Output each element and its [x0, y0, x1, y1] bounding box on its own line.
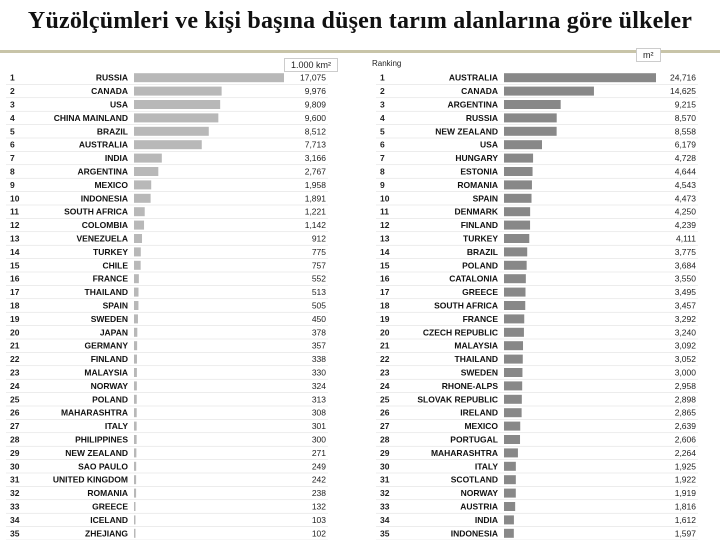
value-label: 9,976: [304, 86, 326, 97]
rank-label: 16: [10, 273, 20, 284]
rank-label: 15: [10, 260, 20, 271]
rank-label: 15: [380, 260, 390, 271]
category-label: PHILIPPINES: [75, 434, 128, 445]
value-label: 3,240: [674, 327, 696, 338]
value-label: 552: [311, 273, 326, 284]
rank-label: 8: [380, 166, 385, 177]
rank-label: 25: [380, 394, 390, 405]
rank-label: 35: [10, 528, 20, 539]
value-label: 242: [311, 474, 326, 485]
value-label: 450: [311, 313, 326, 324]
rank-label: 27: [10, 421, 20, 432]
rank-label: 20: [10, 327, 20, 338]
category-label: IRELAND: [460, 407, 498, 418]
value-label: 4,543: [674, 179, 696, 190]
category-label: FINLAND: [90, 354, 128, 365]
value-label: 8,558: [674, 126, 696, 137]
value-label: 1,919: [674, 488, 696, 499]
category-label: ZHEJIANG: [85, 528, 128, 539]
rank-label: 24: [10, 380, 20, 391]
category-label: CZECH REPUBLIC: [422, 327, 498, 338]
rank-label: 30: [380, 461, 390, 472]
bar: [504, 328, 524, 337]
rank-label: 11: [10, 206, 19, 217]
rank-label: 13: [380, 233, 390, 244]
rank-label: 10: [10, 193, 20, 204]
bar: [504, 341, 523, 350]
bar: [134, 489, 136, 498]
category-label: PORTUGAL: [450, 434, 498, 445]
rank-label: 21: [10, 340, 20, 351]
category-label: ITALY: [474, 461, 498, 472]
rank-label: 1: [10, 72, 15, 83]
title-divider: [0, 50, 720, 53]
bar: [504, 355, 523, 364]
category-label: SPAIN: [102, 300, 128, 311]
category-label: AUSTRALIA: [78, 139, 128, 150]
bar: [504, 167, 533, 176]
category-label: HUNGARY: [455, 153, 498, 164]
value-label: 103: [311, 514, 326, 525]
rank-label: 3: [10, 99, 15, 110]
category-label: ESTONIA: [460, 166, 498, 177]
value-label: 1,597: [674, 528, 696, 539]
category-label: CANADA: [461, 86, 498, 97]
bar: [134, 113, 218, 122]
value-label: 249: [311, 461, 326, 472]
bar: [134, 167, 158, 176]
rank-label: 32: [10, 488, 20, 499]
bar: [504, 194, 532, 203]
rank-label: 23: [10, 367, 20, 378]
value-label: 3,092: [674, 340, 696, 351]
category-label: MEXICO: [94, 179, 128, 190]
rank-label: 12: [10, 220, 20, 231]
rank-label: 9: [10, 179, 15, 190]
bar: [504, 87, 594, 96]
rank-label: 18: [10, 300, 20, 311]
area-ranking-panel: [0, 56, 346, 540]
bar: [134, 87, 222, 96]
value-label: 1,925: [674, 461, 696, 472]
value-label: 9,809: [304, 99, 326, 110]
bar: [504, 395, 522, 404]
rank-label: 21: [380, 340, 390, 351]
category-label: AUSTRALIA: [448, 72, 498, 83]
bar: [504, 180, 532, 189]
rank-label: 12: [380, 220, 390, 231]
value-label: 1,816: [674, 501, 696, 512]
value-label: 6,179: [674, 139, 696, 150]
bar: [134, 288, 139, 297]
value-label: 775: [311, 246, 326, 257]
rank-label: 6: [380, 139, 385, 150]
value-label: 3,166: [304, 153, 326, 164]
rank-label: 29: [10, 447, 20, 458]
bar: [134, 328, 137, 337]
bar: [134, 502, 136, 511]
value-label: 2,639: [674, 421, 696, 432]
bar: [504, 261, 527, 270]
bar: [134, 341, 137, 350]
bar: [504, 435, 520, 444]
category-label: GERMANY: [84, 340, 128, 351]
title-bar: [0, 0, 720, 54]
value-label: 4,644: [674, 166, 696, 177]
value-label: 3,550: [674, 273, 696, 284]
rank-label: 3: [380, 99, 385, 110]
value-label: 300: [311, 434, 326, 445]
category-label: RUSSIA: [95, 72, 128, 83]
category-label: ARGENTINA: [77, 166, 128, 177]
bar: [504, 140, 542, 149]
rank-label: 7: [380, 153, 385, 164]
bar: [504, 73, 656, 82]
bar: [134, 207, 145, 216]
value-label: 17,075: [300, 72, 326, 83]
bar: [134, 515, 136, 524]
bar: [134, 529, 136, 538]
value-label: 4,473: [674, 193, 696, 204]
category-label: INDONESIA: [450, 528, 498, 539]
category-label: USA: [110, 99, 128, 110]
bar: [504, 368, 522, 377]
category-label: USA: [480, 139, 498, 150]
category-label: INDIA: [474, 514, 498, 525]
category-label: ITALY: [104, 421, 128, 432]
value-label: 8,570: [674, 112, 696, 123]
ranking-header: Ranking: [372, 59, 402, 68]
category-label: POLAND: [92, 394, 128, 405]
category-label: NORWAY: [90, 380, 128, 391]
rank-label: 34: [380, 514, 390, 525]
bar: [504, 314, 524, 323]
bar: [504, 274, 526, 283]
value-label: 338: [311, 354, 326, 365]
category-label: GREECE: [92, 501, 128, 512]
rank-label: 22: [10, 354, 20, 365]
category-label: FRANCE: [92, 273, 128, 284]
rank-label: 31: [380, 474, 390, 485]
rank-label: 8: [10, 166, 15, 177]
category-label: COLOMBIA: [81, 220, 128, 231]
value-label: 9,215: [674, 99, 696, 110]
bar: [504, 515, 514, 524]
category-label: VENEZUELA: [76, 233, 128, 244]
value-label: 3,457: [674, 300, 696, 311]
category-label: SPAIN: [472, 193, 498, 204]
value-label: 1,612: [674, 514, 696, 525]
category-label: BRAZIL: [96, 126, 128, 137]
rank-label: 28: [380, 434, 390, 445]
category-label: CHILE: [102, 260, 128, 271]
rank-label: 2: [10, 86, 15, 97]
rank-label: 16: [380, 273, 390, 284]
category-label: MALAYSIA: [84, 367, 128, 378]
value-label: 238: [311, 488, 326, 499]
bar: [504, 475, 516, 484]
category-label: CATALONIA: [449, 273, 498, 284]
value-label: 378: [311, 327, 326, 338]
category-label: THAILAND: [454, 354, 498, 365]
bar: [134, 180, 151, 189]
category-label: POLAND: [462, 260, 498, 271]
value-label: 271: [311, 447, 326, 458]
category-label: FRANCE: [462, 313, 498, 324]
rank-label: 17: [10, 287, 20, 298]
value-label: 4,111: [675, 233, 696, 244]
value-label: 3,292: [674, 313, 696, 324]
category-label: NORWAY: [460, 488, 498, 499]
category-label: CANADA: [91, 86, 128, 97]
bar: [134, 100, 220, 109]
category-label: ARGENTINA: [447, 99, 498, 110]
value-label: 301: [311, 421, 326, 432]
bar: [134, 274, 139, 283]
bar: [134, 154, 162, 163]
value-label: 3,495: [674, 287, 696, 298]
rank-label: 30: [10, 461, 20, 472]
category-label: RUSSIA: [465, 112, 498, 123]
bar: [134, 435, 137, 444]
bar: [504, 113, 557, 122]
category-label: THAILAND: [84, 287, 128, 298]
value-label: 2,264: [674, 447, 696, 458]
value-label: 7,713: [304, 139, 326, 150]
rank-label: 14: [380, 246, 390, 257]
rank-label: 10: [380, 193, 390, 204]
category-label: TURKEY: [463, 233, 498, 244]
area-ranking-chart: [0, 56, 346, 540]
value-label: 9,600: [304, 112, 326, 123]
rank-label: 20: [380, 327, 390, 338]
bar: [134, 462, 136, 471]
rank-label: 33: [380, 501, 390, 512]
value-label: 2,898: [674, 394, 696, 405]
bar: [134, 221, 144, 230]
bar: [504, 529, 514, 538]
category-label: INDIA: [104, 153, 128, 164]
value-label: 324: [311, 380, 326, 391]
category-label: RHONE-ALPS: [441, 380, 498, 391]
rank-label: 34: [10, 514, 20, 525]
bar: [504, 489, 516, 498]
farmland-ranking-chart: [366, 56, 720, 540]
category-label: NEW ZEALAND: [435, 126, 498, 137]
farmland-unit-label: m²: [636, 48, 661, 62]
bar: [134, 140, 202, 149]
category-label: SWEDEN: [90, 313, 128, 324]
value-label: 513: [311, 287, 326, 298]
rank-label: 23: [380, 367, 390, 378]
farmland-ranking-panel: [366, 50, 720, 540]
bar: [134, 247, 141, 256]
rank-label: 31: [10, 474, 20, 485]
value-label: 1,142: [304, 220, 326, 231]
rank-label: 13: [10, 233, 20, 244]
category-label: GREECE: [462, 287, 498, 298]
category-label: SOUTH AFRICA: [64, 206, 128, 217]
value-label: 2,767: [304, 166, 326, 177]
rank-label: 9: [380, 179, 385, 190]
bar: [504, 207, 530, 216]
bar: [134, 381, 137, 390]
value-label: 24,716: [670, 72, 696, 83]
bar: [134, 301, 138, 310]
category-label: JAPAN: [99, 327, 128, 338]
value-label: 757: [311, 260, 326, 271]
category-label: INDONESIA: [80, 193, 128, 204]
value-label: 3,775: [674, 246, 696, 257]
category-label: MALAYSIA: [454, 340, 498, 351]
value-label: 1,958: [304, 179, 326, 190]
category-label: NEW ZEALAND: [65, 447, 128, 458]
value-label: 132: [311, 501, 326, 512]
value-label: 4,728: [674, 153, 696, 164]
rank-label: 5: [10, 126, 15, 137]
bar: [504, 502, 515, 511]
value-label: 4,250: [674, 206, 696, 217]
rank-label: 33: [10, 501, 20, 512]
category-label: TURKEY: [93, 246, 128, 257]
rank-label: 2: [380, 86, 385, 97]
category-label: FINLAND: [460, 220, 498, 231]
bar: [504, 221, 530, 230]
rank-label: 18: [380, 300, 390, 311]
value-label: 1,891: [304, 193, 326, 204]
category-label: AUSTRIA: [460, 501, 498, 512]
rank-label: 32: [380, 488, 390, 499]
area-unit-label: 1.000 km²: [284, 58, 338, 72]
bar: [134, 314, 138, 323]
category-label: ROMANIA: [457, 179, 498, 190]
value-label: 1,221: [304, 206, 326, 217]
bar: [134, 408, 137, 417]
value-label: 2,865: [674, 407, 696, 418]
rank-label: 11: [380, 206, 389, 217]
value-label: 330: [311, 367, 326, 378]
rank-label: 6: [10, 139, 15, 150]
value-label: 3,000: [674, 367, 696, 378]
bar: [504, 422, 520, 431]
bar: [134, 127, 209, 136]
bar: [504, 462, 516, 471]
bar: [504, 247, 527, 256]
category-label: ROMANIA: [87, 488, 128, 499]
value-label: 1,922: [674, 474, 696, 485]
rank-label: 7: [10, 153, 15, 164]
rank-label: 26: [10, 407, 20, 418]
value-label: 4,239: [674, 220, 696, 231]
rank-label: 24: [380, 380, 390, 391]
bar: [134, 355, 137, 364]
rank-label: 29: [380, 447, 390, 458]
category-label: MAHARASHTRA: [430, 447, 498, 458]
category-label: BRAZIL: [466, 246, 498, 257]
bar: [504, 154, 533, 163]
rank-label: 28: [10, 434, 20, 445]
value-label: 3,684: [674, 260, 696, 271]
rank-label: 17: [380, 287, 390, 298]
value-label: 313: [311, 394, 326, 405]
category-label: MAHARASHTRA: [60, 407, 128, 418]
value-label: 308: [311, 407, 326, 418]
value-label: 505: [311, 300, 326, 311]
slide-title: Yüzölçümleri ve kişi başına düşen tarım alanlarına göre ülkeler: [27, 8, 693, 34]
rank-label: 19: [380, 313, 390, 324]
bar: [134, 395, 137, 404]
value-label: 2,958: [674, 380, 696, 391]
rank-label: 26: [380, 407, 390, 418]
value-label: 357: [311, 340, 326, 351]
bar: [134, 368, 137, 377]
bar: [504, 408, 522, 417]
rank-label: 1: [380, 72, 385, 83]
rank-label: 25: [10, 394, 20, 405]
bar: [134, 194, 151, 203]
rank-label: 14: [10, 246, 20, 257]
category-label: ICELAND: [90, 514, 128, 525]
category-label: SWEDEN: [460, 367, 498, 378]
bar: [504, 448, 518, 457]
category-label: DENMARK: [454, 206, 498, 217]
bar: [504, 234, 529, 243]
rank-label: 35: [380, 528, 390, 539]
category-label: SOUTH AFRICA: [434, 300, 498, 311]
value-label: 3,052: [674, 354, 696, 365]
rank-label: 4: [10, 112, 15, 123]
category-label: CHINA MAINLAND: [53, 112, 128, 123]
bar: [134, 261, 141, 270]
value-label: 8,512: [304, 126, 326, 137]
value-label: 2,606: [674, 434, 696, 445]
bar: [504, 100, 561, 109]
value-label: 912: [311, 233, 326, 244]
bar: [134, 475, 136, 484]
category-label: SLOVAK REPUBLIC: [417, 394, 498, 405]
rank-label: 27: [380, 421, 390, 432]
bar: [504, 288, 525, 297]
bar: [134, 448, 136, 457]
bar: [134, 234, 142, 243]
rank-label: 4: [380, 112, 385, 123]
rank-label: 22: [380, 354, 390, 365]
rank-label: 5: [380, 126, 385, 137]
bar: [134, 73, 284, 82]
category-label: SCOTLAND: [450, 474, 498, 485]
bar: [504, 381, 522, 390]
category-label: UNITED KINGDOM: [52, 474, 128, 485]
category-label: MEXICO: [464, 421, 498, 432]
value-label: 14,625: [670, 86, 696, 97]
category-label: SAO PAULO: [78, 461, 128, 472]
bar: [504, 301, 525, 310]
value-label: 102: [311, 528, 326, 539]
rank-label: 19: [10, 313, 20, 324]
bar: [504, 127, 557, 136]
bar: [134, 422, 137, 431]
